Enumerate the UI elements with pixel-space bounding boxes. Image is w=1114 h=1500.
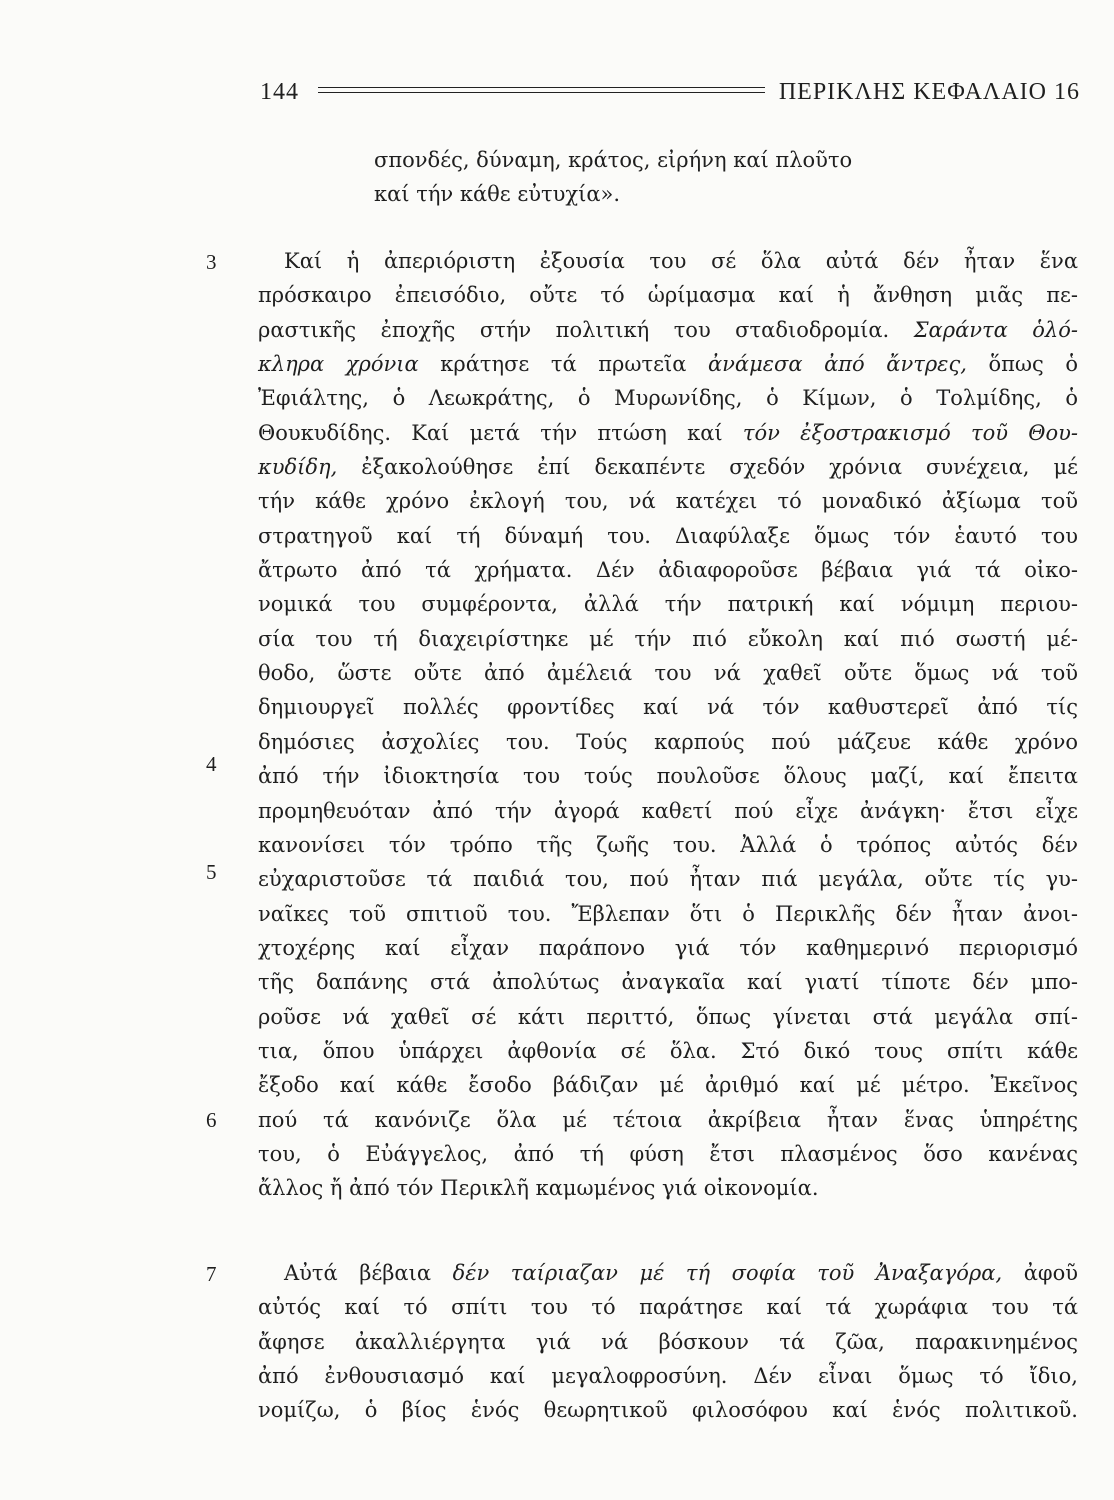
italic-run: τόν ἐξοστρακισμό τοῦ Θου-	[742, 420, 1078, 445]
text-line: πού τά κανόνιζε ὅλα μέ τέτοια ἀκρίβεια ἦταν ἕνας ὑπηρέτης	[258, 1107, 1078, 1132]
text-run: Αὐτά βέβαια	[284, 1261, 432, 1285]
text-line: ἀπό τήν ἰδιοκτησία του τούς πουλοῦσε ὅλους μαζί, καί ἔπειτα	[258, 764, 1078, 789]
italic-run: ἀνάμεσα ἀπό ἄντρες,	[707, 352, 967, 377]
text-line: χτοχέρης καί εἶχαν παράπονο γιά τόν καθημερινό περιορισμό	[258, 935, 1078, 960]
verse-quote	[374, 143, 974, 211]
italic-run: κληρα χρόνια	[258, 352, 419, 377]
running-header	[260, 72, 1080, 112]
text-run: ἐξακολούθησε ἐπί δεκαπέντε σχεδόν χρόνια συνέχεια, μέ	[361, 455, 1078, 480]
text-line: θοδο, ὥστε οὔτε ἀπό ἀμέλειά του νά χαθεῖ οὔτε ὅμως νά τοῦ	[258, 661, 1078, 686]
paragraph-section-7	[258, 1256, 1078, 1428]
text-line	[258, 347, 1078, 381]
header-rule	[318, 87, 765, 93]
text-line: ἄφησε ἀκαλλιέργητα γιά νά βόσκουν τά ζῶα, παρακινημένος	[258, 1329, 1078, 1354]
italic-run: κυδίδη,	[258, 455, 338, 480]
text-line	[258, 416, 1078, 450]
text-line: ἄτρωτο ἀπό τά χρήματα. Δέν ἀδιαφοροῦσε βέβαια γιά τά οἰκο-	[258, 558, 1078, 583]
text-run: ἀφοῦ	[1023, 1261, 1078, 1285]
text-line: εὐχαριστοῦσε τά παιδιά του, πού ἦταν πιά μεγάλα, οὔτε τίς γυ-	[258, 867, 1078, 892]
text-line: τήν κάθε χρόνο ἐκλογή του, νά κατέχει τό μοναδικό ἀξίωμα τοῦ	[258, 489, 1078, 514]
text-line: δημιουργεῖ πολλές φροντίδες καί νά τόν καθυστερεῖ ἀπό τίς	[258, 695, 1078, 720]
text-line: στρατηγοῦ καί τή δύναμή του. Διαφύλαξε ὅμως τόν ἑαυτό του	[258, 523, 1078, 548]
section-number-7: 7	[206, 1262, 217, 1286]
text-run: ραστικῆς ἐποχῆς στήν πολιτική του σταδιοδρομία.	[258, 317, 890, 342]
running-title: ΠΕΡΙΚΛΗΣ ΚΕΦΑΛΑΙΟ 16	[778, 78, 1080, 105]
text-line: Ἐφιάλτης, ὁ Λεωκράτης, ὁ Μυρωνίδης, ὁ Κίμων, ὁ Τολμίδης, ὁ	[258, 386, 1078, 411]
text-line: ναῖκες τοῦ σπιτιοῦ του. Ἔβλεπαν ὅτι ὁ Περικλῆς δέν ἦταν ἀνοι-	[258, 901, 1078, 926]
text-line: ἄλλος ἤ ἀπό τόν Περικλῆ καμωμένος γιά οἰκονομία.	[258, 1176, 819, 1201]
text-line: νομικά του συμφέροντα, ἀλλά τήν πατρική καί νόμιμη περιου-	[258, 592, 1078, 617]
text-line: πρόσκαιρο ἐπεισόδιο, οὔτε τό ὡρίμασμα καί ἡ ἄνθηση μιᾶς πε-	[258, 283, 1078, 308]
text-line	[258, 1256, 1078, 1290]
text-line: σία του τή διαχειρίστηκε μέ τήν πιό εὔκολη καί πιό σωστή μέ-	[258, 626, 1078, 651]
paragraph-section-3	[258, 244, 1078, 1206]
italic-run: δέν ταίριαζαν μέ τή σοφία τοῦ Ἀναξαγόρα,	[452, 1261, 1003, 1285]
text-line: ἔξοδο καί κάθε ἔσοδο βάδιζαν μέ ἀριθμό καί μέ μέτρο. Ἐκεῖνος	[258, 1073, 1078, 1098]
text-line: κανονίσει τόν τρόπο τῆς ζωῆς του. Ἀλλά ὁ τρόπος αὐτός δέν	[258, 832, 1078, 857]
text-run: ὅπως ὁ	[988, 352, 1078, 377]
text-line: του, ὁ Εὐάγγελος, ἀπό τή φύση ἔτσι πλασμένος ὅσο κανένας	[258, 1141, 1078, 1166]
text-run: κράτησε τά πρωτεῖα	[440, 352, 687, 377]
section-number-6: 6	[206, 1108, 217, 1132]
text-line: προμηθευόταν ἀπό τήν ἀγορά καθετί πού εἶχε ἀνάγκη· ἔτσι εἶχε	[258, 798, 1078, 823]
section-number-4: 4	[206, 752, 217, 776]
text-line: τια, ὅπου ὑπάρχει ἀφθονία σέ ὅλα. Στό δικό τους σπίτι κάθε	[258, 1038, 1078, 1063]
italic-run: Σαράντα ὁλό-	[913, 317, 1078, 342]
section-number-5: 5	[206, 860, 217, 884]
text-line: αὐτός καί τό σπίτι του τό παράτησε καί τά χωράφια του τά	[258, 1295, 1078, 1320]
text-line: νομίζω, ὁ βίος ἑνός θεωρητικοῦ φιλοσόφου καί ἑνός πολιτικοῦ.	[258, 1398, 1078, 1423]
text-line: δημόσιες ἀσχολίες του. Τούς καρπούς πού μάζευε κάθε χρόνο	[258, 729, 1078, 754]
quote-line: καί τήν κάθε εὐτυχία».	[374, 182, 621, 206]
text-line: ἀπό ἐνθουσιασμό καί μεγαλοφροσύνη. Δέν εἶναι ὅμως τό ἴδιο,	[258, 1364, 1078, 1389]
text-run: Θουκυδίδης. Καί μετά τήν πτώση καί	[258, 420, 723, 445]
text-line	[258, 450, 1078, 484]
page-number: 144	[260, 78, 299, 105]
text-line	[258, 313, 1078, 347]
text-line: Καί ἡ ἀπεριόριστη ἐξουσία του σέ ὅλα αὐτά δέν ἦταν ἕνα	[284, 249, 1078, 273]
quote-line: σπονδές, δύναμη, κράτος, εἰρήνη καί πλοῦτο	[374, 148, 853, 172]
text-line: τῆς δαπάνης στά ἀπολύτως ἀναγκαῖα καί γιατί τίποτε δέν μπο-	[258, 970, 1078, 995]
text-line: ροῦσε νά χαθεῖ σέ κάτι περιττό, ὅπως γίνεται στά μεγάλα σπί-	[258, 1004, 1078, 1029]
section-number-3: 3	[206, 250, 217, 274]
